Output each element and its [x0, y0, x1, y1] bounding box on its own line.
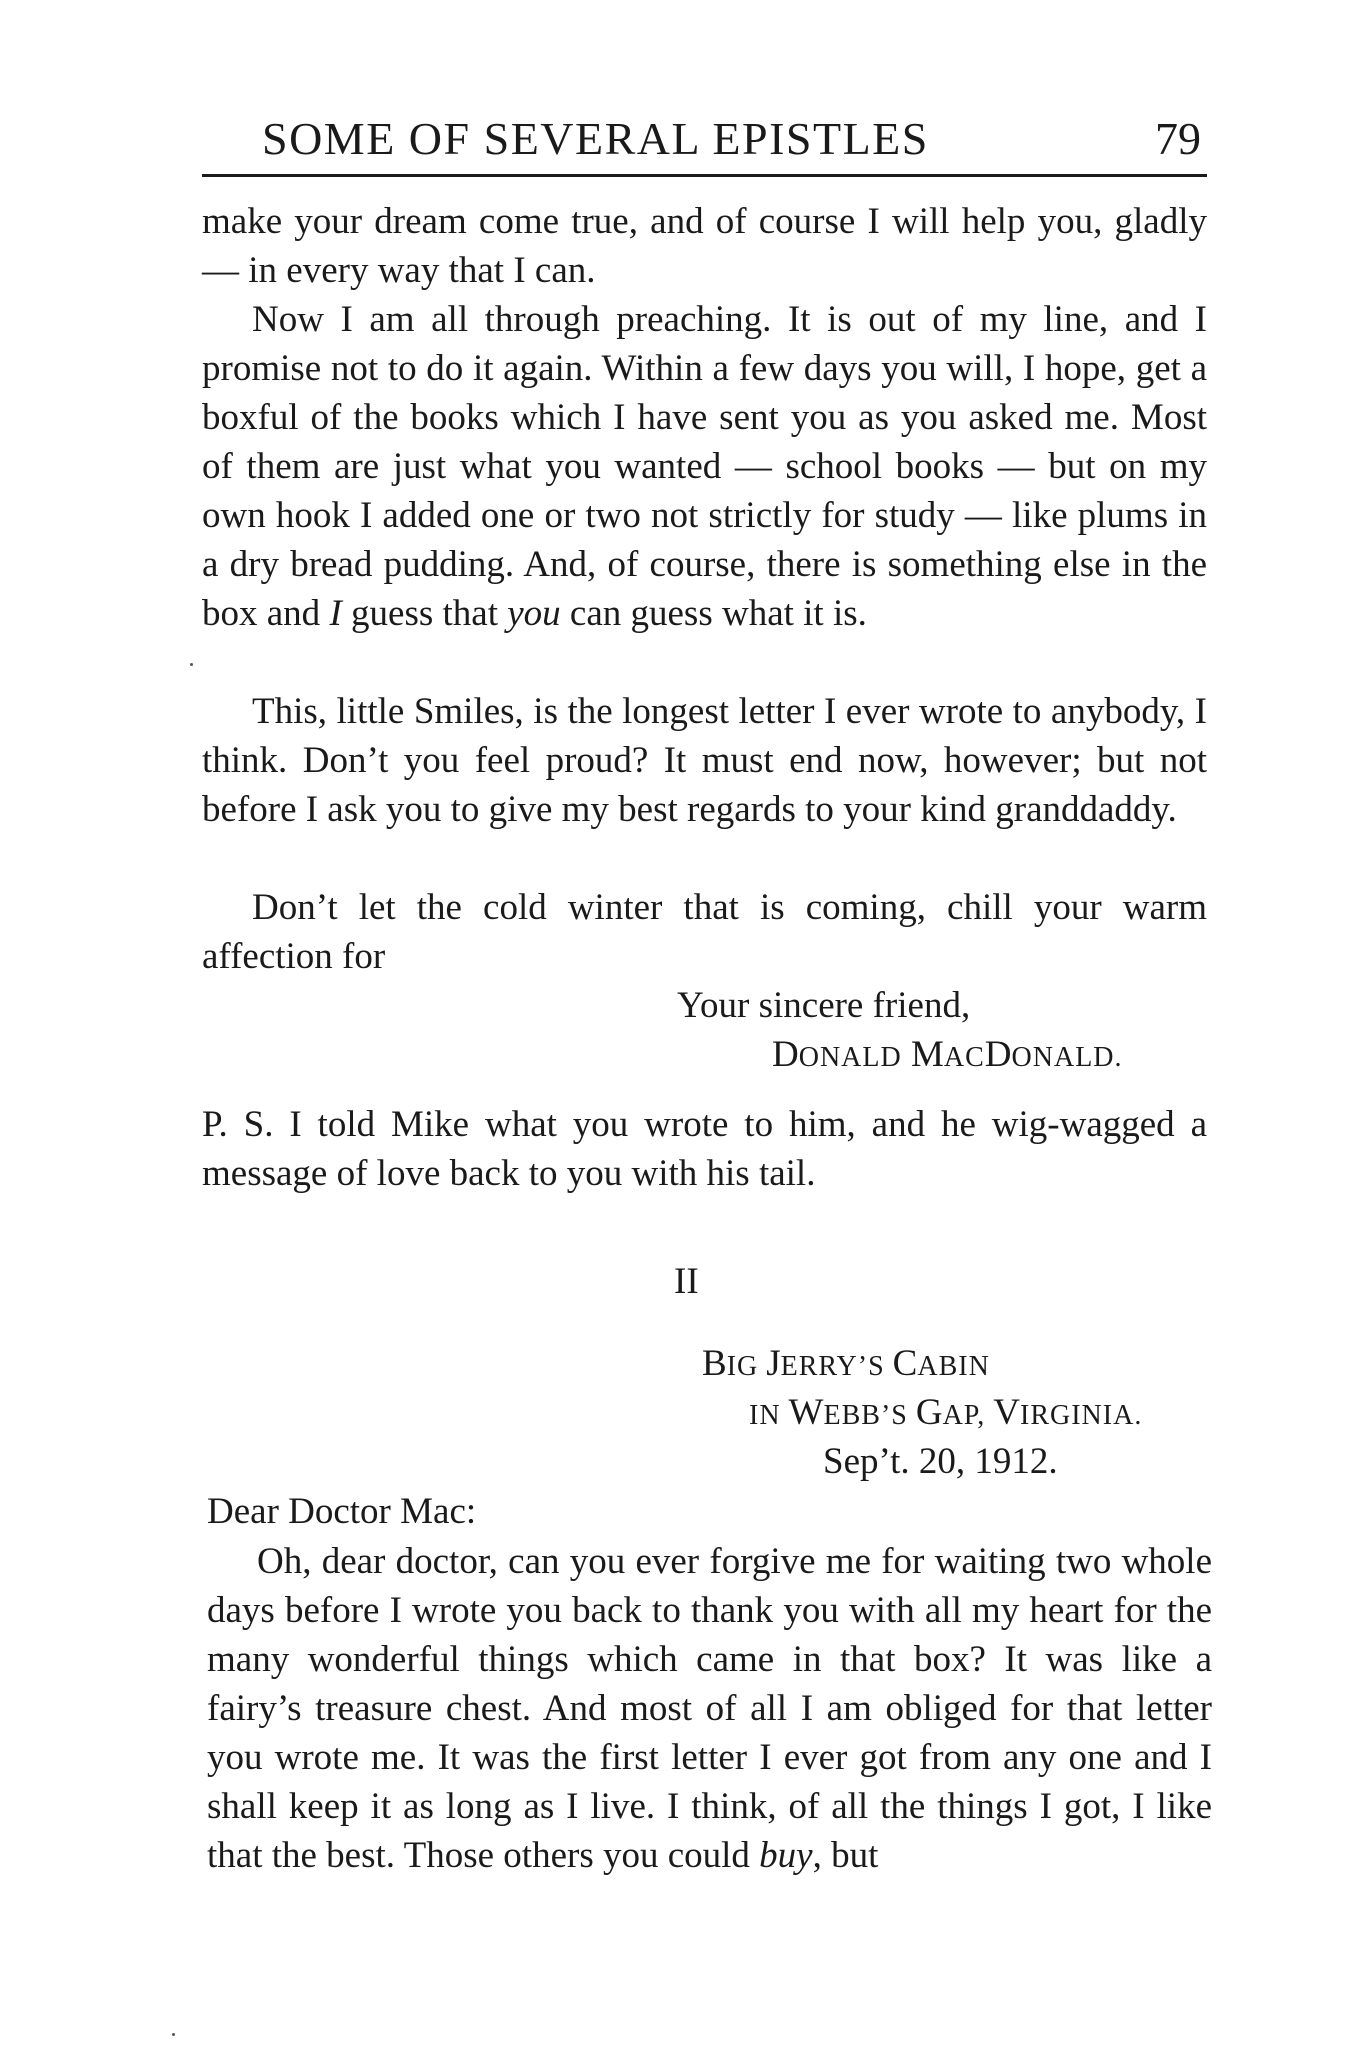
letter-two-body	[207, 1537, 1212, 1880]
page-number: 79	[1155, 113, 1201, 164]
running-head	[202, 108, 1207, 177]
paragraph-box-lead: in the box and	[202, 544, 1208, 634]
letter-date: Sep’t. 20, 1912.	[823, 1441, 1058, 1482]
letter-two-body-tail: , but	[812, 1835, 879, 1876]
emphasis-buy: buy	[759, 1835, 813, 1876]
closing: Your sincere friend,	[677, 985, 971, 1026]
address-line-1: BIG JERRY’S CABIN	[702, 1343, 990, 1384]
print-speck	[190, 663, 193, 666]
paragraph-continued: make your dream come true, and of course I will help you, gladly — in every way that I can.	[202, 201, 1207, 291]
paragraph-preaching-text: Now I am all through preaching. It is out of my line, and I promise not to do it again. Within a few days you will, I hope, get a boxful of the books which I have sent you as you asked me. Most of them are just what you wanted — school books — but on my own hook I added one or two not strictly for study — like plums in a dry bread pudding. And, of course, there is something else	[202, 299, 1207, 585]
running-title: SOME OF SEVERAL EPISTLES	[262, 113, 929, 164]
paragraph-box-mid: guess that	[341, 593, 508, 634]
paragraph-box-tail: can guess what it is.	[560, 593, 867, 634]
paragraph-longest-letter: This, little Smiles, is the longest letter I ever wrote to anybody, I think. Don’t you feel proud? It must end now, however; but not before I ask you to give my best regards to your kind granddaddy.	[202, 691, 1207, 830]
letter-two-body-text: Oh, dear doctor, can you ever forgive me for waiting two whole days before I wrote you back to thank you with all my heart for the many wonderful things which came in that box? It was like a fairy’s treasure chest. And most of all I am obliged for that letter you wrote me. It was the first letter I ever got from any one and I shall keep it as long as I live. I think, of all the things I got, I like that the best. Those others you could	[207, 1541, 1212, 1876]
section-number: II	[674, 1261, 699, 1302]
paragraph-winter: Don’t let the cold winter that is coming, chill your warm affection for	[202, 887, 1207, 977]
salutation: Dear Doctor Mac:	[207, 1491, 477, 1532]
address-line-2: IN WEBB’S GAP, VIRGINIA.	[749, 1392, 1143, 1433]
print-speck	[172, 2033, 175, 2036]
signature: DONALD MACDONALD.	[772, 1034, 1123, 1075]
postscript: P. S. I told Mike what you wrote to him, and he wig-wagged a message of love back to you with his tail.	[202, 1104, 1207, 1194]
emphasis-you: you	[507, 593, 561, 634]
emphasis-i: I	[329, 593, 342, 634]
paragraph-preaching	[202, 295, 1207, 638]
